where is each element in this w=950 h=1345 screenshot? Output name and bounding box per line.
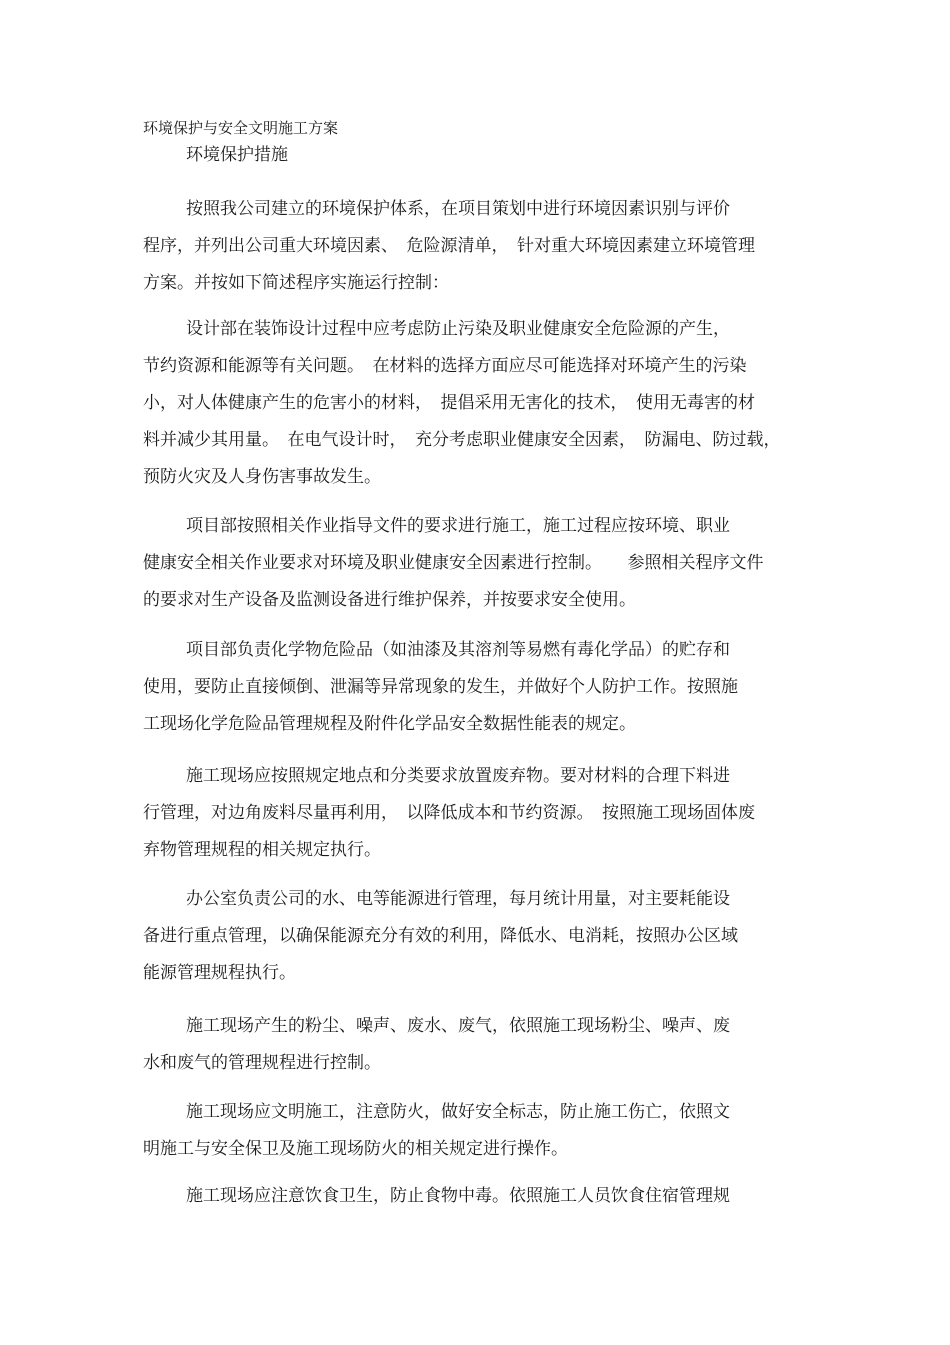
paragraph-line: 程序，并列出公司重大环境因素、 危险源清单， 针对重大环境因素建立环境管理 [143,236,755,256]
paragraph-line: 按照我公司建立的环境保护体系，在项目策划中进行环境因素识别与评价 [186,199,730,219]
paragraph-line: 施工现场应文明施工，注意防火，做好安全标志，防止施工伤亡，依照文 [186,1102,730,1122]
paragraph-line: 明施工与安全保卫及施工现场防火的相关规定进行操作。 [143,1139,568,1159]
paragraph-line: 施工现场应注意饮食卫生，防止食物中毒。依照施工人员饮食住宿管理规 [186,1186,730,1206]
paragraph-line: 能源管理规程执行。 [143,963,296,983]
paragraph-1 [143,191,803,302]
paragraph-line: 健康安全相关作业要求对环境及职业健康安全因素进行控制。 参照相关程序文件 [143,553,764,573]
paragraph-8 [143,1094,803,1168]
paragraph-line: 项目部按照相关作业指导文件的要求进行施工，施工过程应按环境、职业 [186,516,730,536]
paragraph-3 [143,508,803,619]
paragraph-line: 备进行重点管理，以确保能源充分有效的利用，降低水、电消耗，按照办公区域 [143,926,738,946]
paragraph-line: 水和废气的管理规程进行控制。 [143,1053,381,1073]
paragraph-line: 施工现场产生的粉尘、噪声、废水、废气，依照施工现场粉尘、噪声、废 [186,1016,730,1036]
paragraph-7 [143,1008,803,1082]
paragraph-line: 行管理，对边角废料尽量再利用， 以降低成本和节约资源。 按照施工现场固体废 [143,803,755,823]
paragraph-line: 设计部在装饰设计过程中应考虑防止污染及职业健康安全危险源的产生， [186,319,730,339]
paragraph-line: 节约资源和能源等有关问题。 在材料的选择方面应尽可能选择对环境产生的污染 [143,356,747,376]
paragraph-line: 施工现场应按照规定地点和分类要求放置废弃物。要对材料的合理下料进 [186,766,730,786]
paragraph-9 [143,1178,803,1215]
paragraph-line: 预防火灾及人身伤害事故发生。 [143,467,381,487]
paragraph-line: 方案。并按如下简述程序实施运行控制： [143,273,449,293]
paragraph-5 [143,758,803,869]
document-title: 环境保护与安全文明施工方案 [143,119,339,137]
paragraph-line: 办公室负责公司的水、电等能源进行管理，每月统计用量，对主要耗能设 [186,889,730,909]
paragraph-2 [143,311,803,496]
paragraph-line: 的要求对生产设备及监测设备进行维护保养，并按要求安全使用。 [143,590,636,610]
section-heading: 环境保护措施 [186,145,288,165]
paragraph-line: 小，对人体健康产生的危害小的材料， 提倡采用无害化的技术， 使用无毒害的材 [143,393,755,413]
paragraph-line: 使用，要防止直接倾倒、泄漏等异常现象的发生，并做好个人防护工作。按照施 [143,677,738,697]
paragraph-line: 料并减少其用量。 在电气设计时， 充分考虑职业健康安全因素， 防漏电、防过载， [143,430,781,450]
paragraph-line: 弃物管理规程的相关规定执行。 [143,840,381,860]
paragraph-6 [143,881,803,992]
paragraph-line: 工现场化学危险品管理规程及附件化学品安全数据性能表的规定。 [143,714,636,734]
paragraph-line: 项目部负责化学物危险品（如油漆及其溶剂等易燃有毒化学品）的贮存和 [186,640,730,660]
paragraph-4 [143,632,803,743]
